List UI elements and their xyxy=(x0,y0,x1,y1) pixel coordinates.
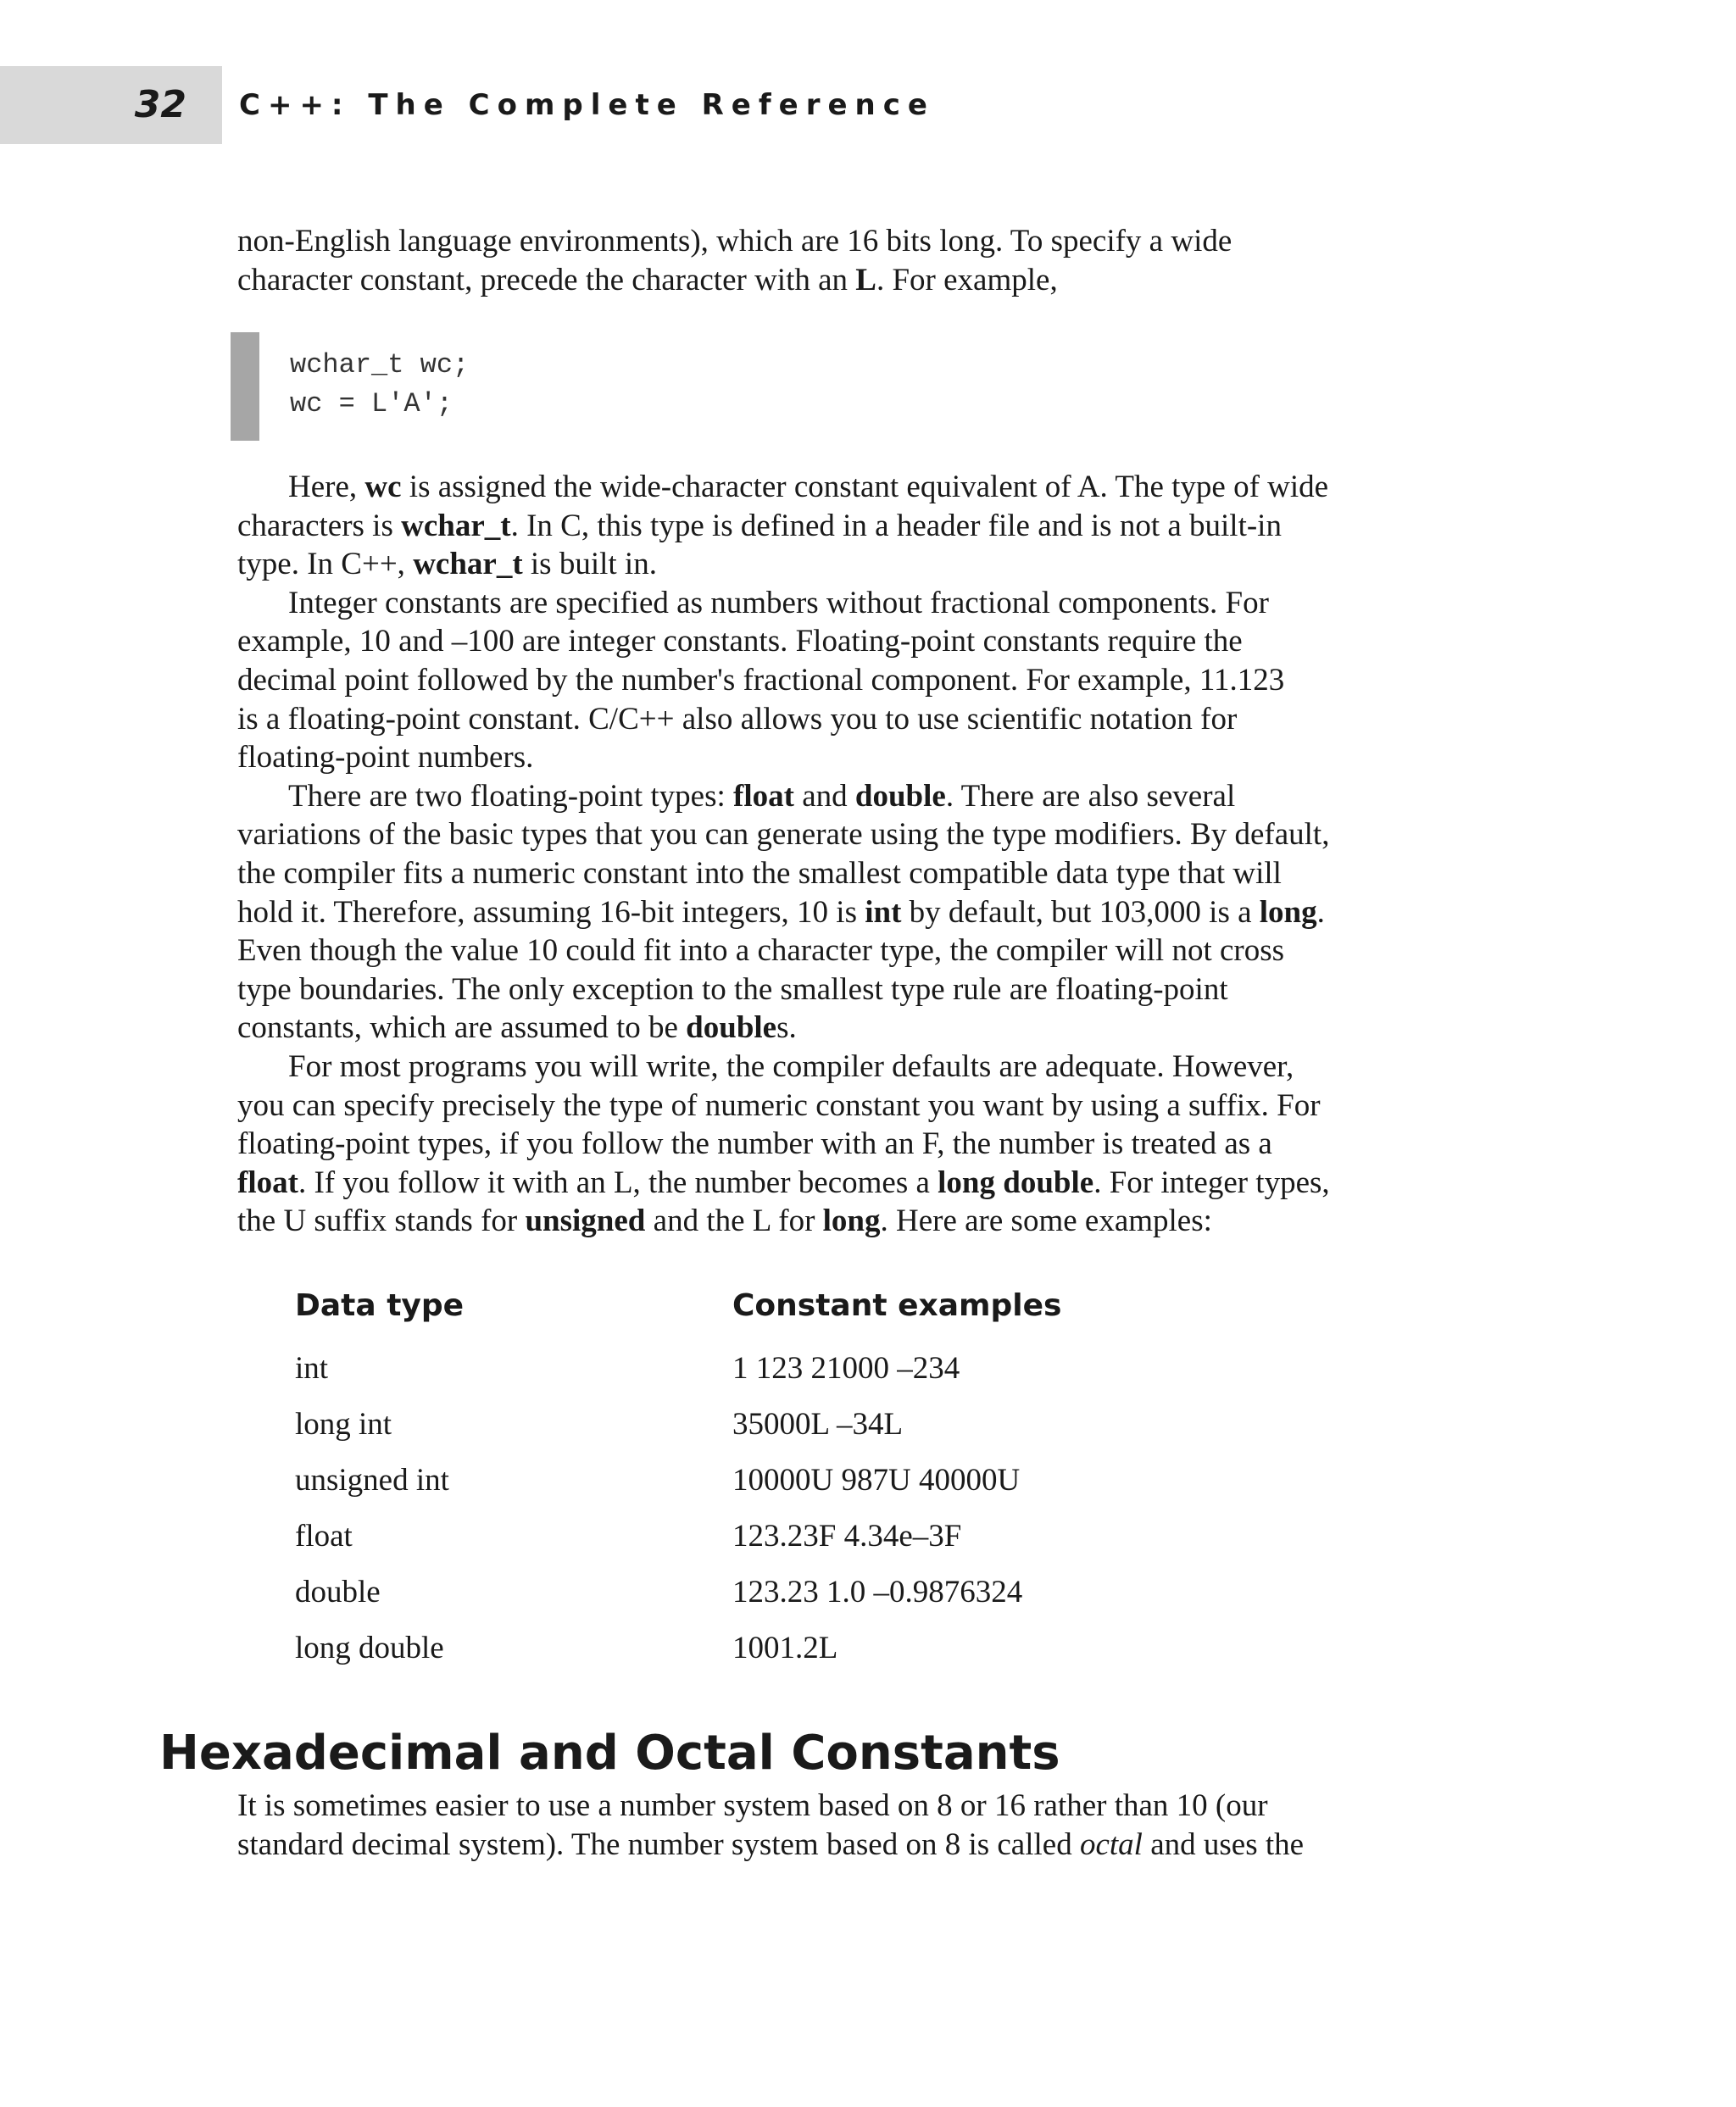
page-number: 32 xyxy=(134,83,186,126)
para4-line-3: floating-point types, if you follow the number with an F, the number is treated as a xyxy=(237,1126,1272,1162)
para4-line-4: float. If you follow it with an L, the number becomes a long double. For integer types, xyxy=(237,1165,1330,1200)
table-row-type: float xyxy=(295,1519,353,1554)
code-line-2: wc = L'A'; xyxy=(290,388,453,420)
para3-line-7: constants, which are assumed to be doubles. xyxy=(237,1010,797,1046)
para4-line-2: you can specify precisely the type of numeric constant you want by using a suffix. For xyxy=(237,1087,1321,1123)
table-row-examples: 35000L –34L xyxy=(732,1407,904,1442)
para2-line-3: decimal point followed by the number's fractional component. For example, 11.123 xyxy=(237,662,1285,698)
table-row-type: unsigned int xyxy=(295,1463,449,1498)
para3-line-5: Even though the value 10 could fit into a character type, the compiler will not cross xyxy=(237,933,1285,969)
para3-line-3: the compiler fits a numeric constant into the smallest compatible data type that will xyxy=(237,855,1282,891)
section-line-2: standard decimal system). The number system based on 8 is called octal and uses the xyxy=(237,1826,1305,1862)
para2-line-4: is a floating-point constant. C/C++ also allows you to use scientific notation for xyxy=(237,701,1238,737)
code-line-1: wchar_t wc; xyxy=(290,349,470,381)
intro-paragraph xyxy=(237,222,1492,299)
para3-line-1: There are two floating-point types: float and double. There are also several xyxy=(288,778,1236,814)
table-row-type: double xyxy=(295,1575,381,1609)
table-row-type: long int xyxy=(295,1407,392,1442)
table-row-examples: 10000U 987U 40000U xyxy=(732,1463,1021,1498)
para1-line-2: characters is wchar_t. In C, this type is defined in a header file and is not a built-in xyxy=(237,508,1282,543)
para3-line-2: variations of the basic types that you can generate using the type modifiers. By default, xyxy=(237,817,1330,853)
table-row-examples: 123.23 1.0 –0.9876324 xyxy=(732,1575,1023,1609)
para4-line-1: For most programs you will write, the compiler defaults are adequate. However, xyxy=(288,1048,1294,1084)
para2-line-1: Integer constants are specified as numbers without fractional components. For xyxy=(288,585,1269,620)
table-row-examples: 1001.2L xyxy=(732,1631,838,1665)
section-heading: Hexadecimal and Octal Constants xyxy=(159,1726,1060,1781)
para2-line-5: floating-point numbers. xyxy=(237,740,534,776)
table-header-data-type: Data type xyxy=(295,1288,465,1323)
para1-line-1: Here, wc is assigned the wide-character constant equivalent of A. The type of wide xyxy=(288,470,1329,504)
section-line-1: It is sometimes easier to use a number system based on 8 or 16 rather than 10 (our xyxy=(237,1788,1268,1823)
para1-line-3: type. In C++, wchar_t is built in. xyxy=(237,547,657,582)
section-paragraph xyxy=(237,1787,1492,1864)
table-row-examples: 1 123 21000 –234 xyxy=(732,1351,960,1386)
body-paragraphs xyxy=(237,468,1492,1241)
para4-line-5: the U suffix stands for unsigned and the L for long. Here are some examples: xyxy=(237,1204,1212,1239)
intro-line-1: non-English language environments), which are 16 bits long. To specify a wide xyxy=(237,224,1232,259)
table-row-type: long double xyxy=(295,1631,444,1665)
intro-line-2: character constant, precede the character with an L. For example, xyxy=(237,262,1058,297)
para2-line-2: example, 10 and –100 are integer constants. Floating-point constants require the xyxy=(237,624,1243,659)
para3-line-4: hold it. Therefore, assuming 16-bit integers, 10 is int by default, but 103,000 is a long. xyxy=(237,894,1325,930)
code-block xyxy=(290,346,469,424)
table-row-type: int xyxy=(295,1351,329,1386)
code-block-bar xyxy=(231,332,259,441)
para3-line-6: type boundaries. The only exception to the smallest type rule are floating-point xyxy=(237,971,1228,1007)
running-head: C++: The Complete Reference xyxy=(239,88,935,122)
table-row-examples: 123.23F 4.34e–3F xyxy=(732,1519,962,1554)
table-header-constant-examples: Constant examples xyxy=(732,1288,1062,1323)
